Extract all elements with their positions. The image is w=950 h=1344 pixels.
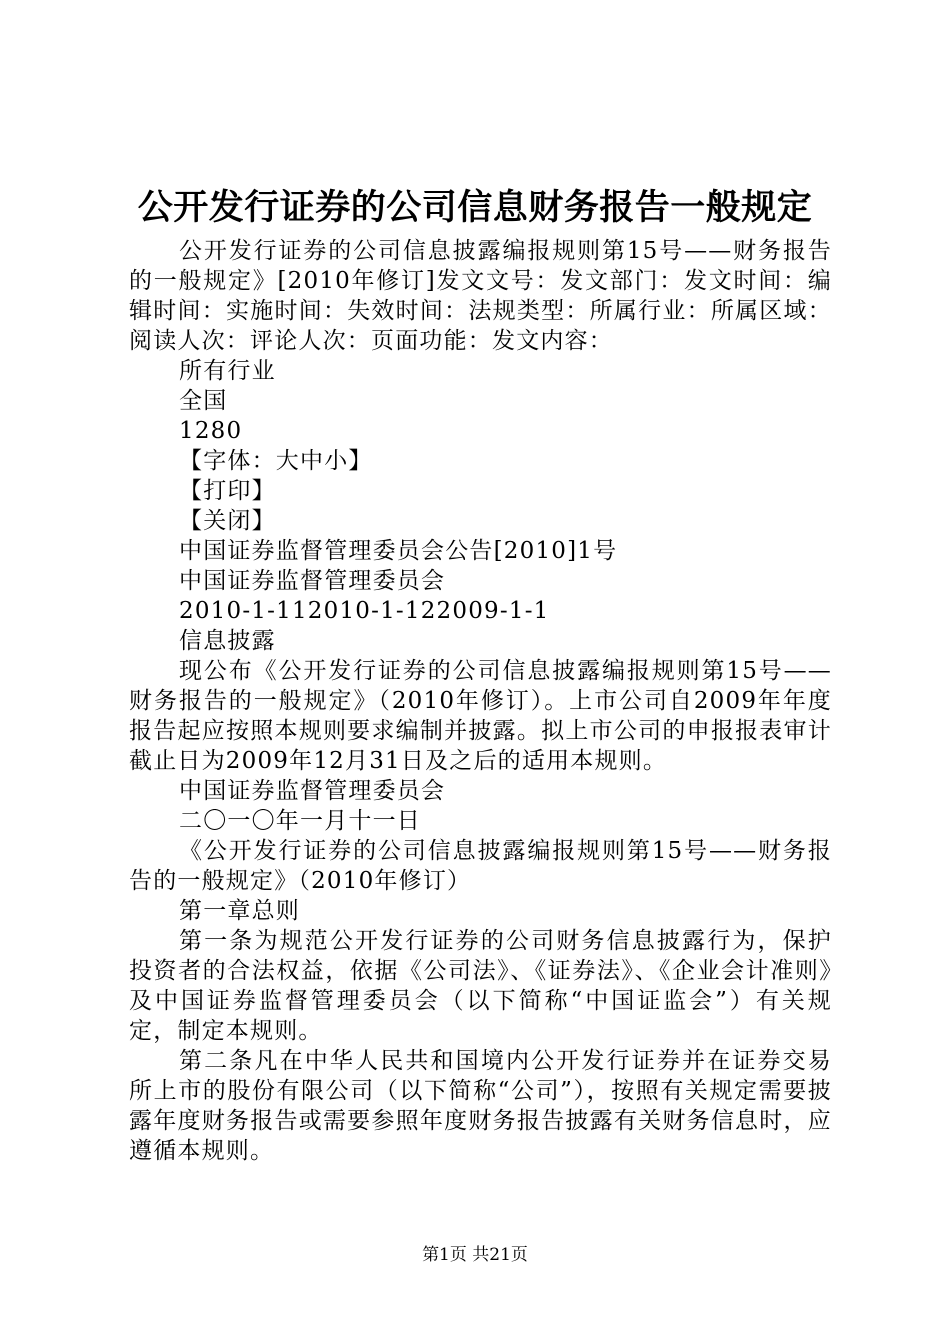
paragraph-signature: 中国证券监督管理委员会 bbox=[179, 778, 446, 804]
paragraph-close: 【关闭】 bbox=[179, 508, 276, 534]
paragraph-article-1: 第一条为规范公开发行证券的公司财务信息披露行为，保护投资者的合法权益，依据《公司法》、《证券法》、《企业会计准则》及中国证券监督管理委员会（以下简称“中国证监会”）有关规定，制定本规则。 bbox=[129, 928, 832, 1044]
paragraph-region: 全国 bbox=[179, 388, 228, 414]
paragraph-read-count: 1280 bbox=[179, 418, 243, 444]
paragraph-font-size: 【字体：大中小】 bbox=[179, 448, 373, 474]
page-number: 第1页 共21页 bbox=[422, 1245, 528, 1265]
paragraph-chapter-heading: 第一章总则 bbox=[179, 898, 300, 924]
document-title: 公开发行证券的公司信息财务报告一般规定 bbox=[137, 187, 813, 228]
paragraph-dates: 2010-1-112010-1-122009-1-1 bbox=[179, 598, 550, 624]
paragraph-announcement: 现公布《公开发行证券的公司信息披露编报规则第15号——财务报告的一般规定》（2010年修订）。上市公司自2009年年度报告起应按照本规则要求编制并披露。拟上市公司的申报报表审计截止日为2009年12月31日及之后的适用本规则。 bbox=[129, 658, 832, 774]
paragraph-article-2: 第二条凡在中华人民共和国境内公开发行证券并在证券交易所上市的股份有限公司（以下简称“公司”），按照有关规定需要披露年度财务报告或需要参照年度财务报告披露有关财务信息时，应遵循本规则。 bbox=[129, 1048, 832, 1164]
paragraph-industry: 所有行业 bbox=[179, 358, 276, 384]
paragraph-print: 【打印】 bbox=[179, 478, 276, 504]
document-body bbox=[129, 236, 832, 1166]
paragraph-intro: 公开发行证券的公司信息披露编报规则第15号——财务报告的一般规定》[2010年修订]发文文号：发文部门：发文时间：编辑时间：实施时间：失效时间：法规类型：所属行业：所属区域：阅读人次：评论人次：页面功能：发文内容： bbox=[129, 238, 832, 354]
paragraph-signature-date: 二〇一〇年一月十一日 bbox=[179, 808, 421, 834]
paragraph-issuer: 中国证券监督管理委员会 bbox=[179, 568, 446, 594]
paragraph-announcement-number: 中国证券监督管理委员会公告[2010]1号 bbox=[179, 538, 618, 564]
paragraph-category: 信息披露 bbox=[179, 628, 276, 654]
paragraph-rule-title: 《公开发行证券的公司信息披露编报规则第15号——财务报告的一般规定》（2010年修订） bbox=[129, 838, 832, 894]
